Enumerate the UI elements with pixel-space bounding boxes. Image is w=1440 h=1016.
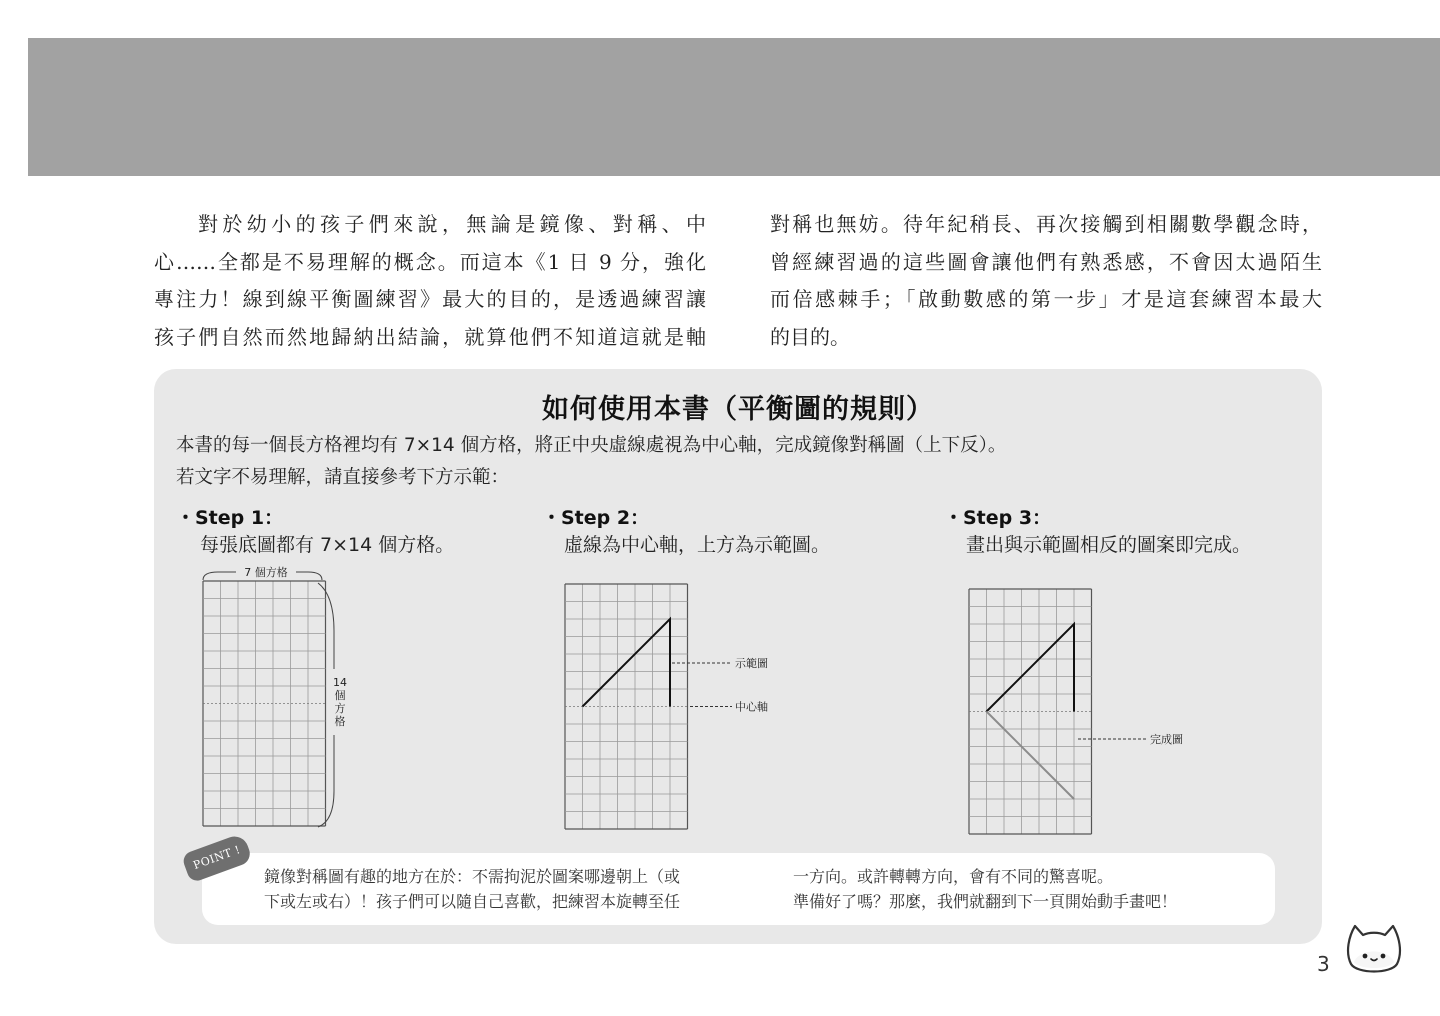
point-text: 鏡像對稱圖有趣的地方在於：不需拘泥於圖案哪邊朝上（或 — [264, 867, 681, 886]
example-figure — [987, 624, 1075, 712]
rule-line: 若文字不易理解，請直接參考下方示範： — [176, 467, 510, 488]
step-2-diagram — [560, 579, 790, 835]
intro-line: 專注力！線到線平衡圖練習》最大的目的，是透過練習讓 — [154, 287, 706, 311]
header-band — [28, 38, 1440, 176]
howto-title: 如何使用本書（平衡圖的規則） — [542, 394, 934, 425]
point-text: 準備好了嗎？那麼，我們就翻到下一頁開始動手畫吧！ — [793, 892, 1178, 911]
step-3-title: ・Step 3： — [944, 507, 1052, 529]
point-text: 下或左或右）！孩子們可以隨自己喜歡，把練習本旋轉至任 — [264, 892, 681, 911]
step-2-title: ・Step 2： — [542, 507, 650, 529]
intro-line: 而倍感棘手；「啟動數感的第一步」才是這套練習本最大 — [770, 287, 1322, 311]
example-figure — [583, 619, 671, 707]
step-1-desc: 每張底圖都有 7×14 個方格。 — [200, 534, 455, 556]
step-3-desc: 畫出與示範圖相反的圖案即完成。 — [966, 534, 1252, 556]
rule-line: 本書的每一個長方格裡均有 7×14 個方格，將正中央虛線處視為中心軸，完成鏡像對稱圖（上下反）。 — [176, 435, 1007, 456]
height-label-part: 14 — [333, 676, 347, 689]
intro-line: 心……全都是不易理解的概念。而這本《1 日 9 分，強化 — [154, 249, 706, 274]
axis-label: 中心軸 — [735, 700, 768, 714]
intro-right-column — [770, 206, 1322, 356]
point-badge: POINT ! — [181, 833, 253, 884]
intro-left-column — [154, 206, 706, 356]
height-label-part: 方 — [334, 702, 346, 715]
intro-line: 孩子們自然而然地歸納出結論，就算他們不知道這就是軸 — [154, 324, 706, 349]
cat-mascot-icon — [1343, 918, 1405, 978]
intro-line: 對稱也無妨。待年紀稍長、再次接觸到相關數學觀念時， — [770, 212, 1322, 236]
height-label-part: 個 — [334, 689, 346, 702]
grid-7x14 — [203, 581, 326, 826]
point-text: 一方向。或許轉轉方向，會有不同的驚喜呢。 — [793, 867, 1114, 886]
width-label: 7 個方格 — [244, 566, 288, 579]
howto-panel — [154, 369, 1322, 944]
page-number: 3 — [1317, 952, 1330, 976]
step-2-desc: 虛線為中心軸，上方為示範圖。 — [564, 534, 831, 556]
point-box — [202, 853, 1275, 925]
width-bracket-left — [203, 572, 236, 580]
intro-line: 對於幼小的孩子們來說，無論是鏡像、對稱、中 — [198, 212, 706, 236]
step-1-diagram — [196, 565, 376, 837]
step-1-title: ・Step 1： — [176, 507, 284, 529]
example-label: 示範圖 — [735, 657, 768, 670]
width-bracket-right — [296, 572, 322, 580]
intro-line: 曾經練習過的這些圖會讓他們有熟悉感，不會因太過陌生 — [770, 249, 1322, 274]
height-label-part: 格 — [334, 715, 346, 728]
mirrored-figure — [987, 712, 1075, 800]
done-label: 完成圖 — [1150, 733, 1183, 746]
step-3-diagram — [964, 584, 1214, 842]
intro-line: 的目的。 — [770, 324, 850, 349]
